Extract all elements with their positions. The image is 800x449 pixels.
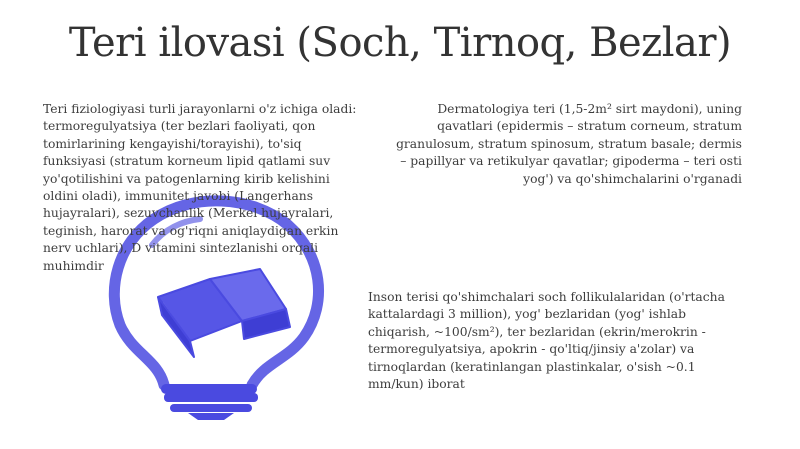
bottom-paragraph: Inson terisi qo'shimchalari soch follikulalaridan (o'rtacha kattalardagi 3 million), yog' bezlaridan (yog' ishlab chiqarish, ~100/sm²), ter bezlaridan (ekrin/merokrin - termoregulyatsiya, apokrin - qo'ltiq/jinsiy a'zolar) va tirnoqlardan (keratinlangan plastinkalar, o'sish ~0.1 mm/kun) iborat [368, 290, 725, 392]
slide-title: Teri ilovasi (Soch, Tirnoq, Bezlar) [68, 20, 732, 66]
left-paragraph: Teri fiziologiyasi turli jarayonlarni o'z ichiga oladi: termoregulyatsiya (ter bezlari faoliyati, qon tomirlarining kengayishi/torayishi), to'siq funksiyasi (stratum korneum lipid qatlami suv yo'qotilishini va patogenlarning kirib kelishini oldini oladi), immunitet javobi (Langerhans hujayralari), sezuvchanlik (Merkel hujayralari, teginish, harorat va og'riqni aniqlaydigan erkin nerv uchlari), D vitamini sintezlanishi orqali muhimdir [43, 102, 357, 273]
right-paragraph: Dermatologiya teri (1,5-2m² sirt maydoni), uning qavatlari (epidermis – stratum corneum, stratum granulosum, stratum spinosum, stratum basale; dermis – papillyar va retikulyar qavatlar; gipoderma – teri osti yog') va qo'shimchalarini o'rganadi [396, 102, 742, 186]
